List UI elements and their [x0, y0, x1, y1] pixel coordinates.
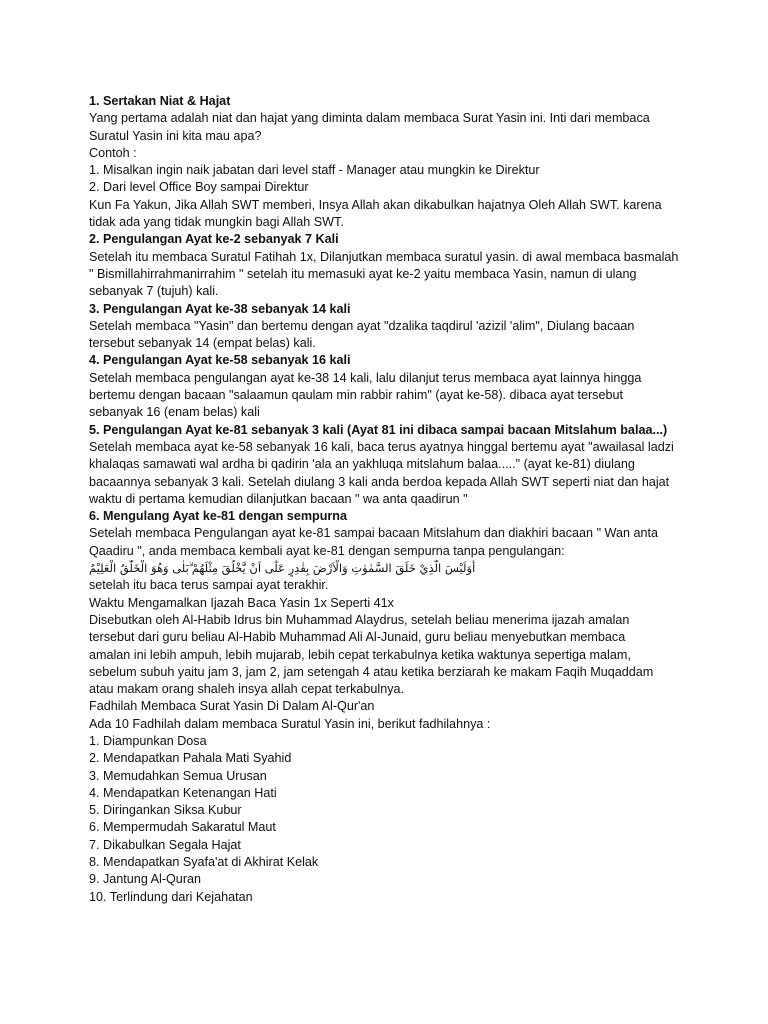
text-line: 7. Dikabulkan Segala Hajat — [89, 837, 241, 852]
text-line: tidak ada yang tidak mungkin bagi Allah SWT. — [89, 215, 344, 230]
text-line: 2. Dari level Office Boy sampai Direktur — [89, 180, 309, 195]
text-line: khalaqas samawati wal ardha bi qadirin 'ala an yakhluqa mitslahum balaa....." (ayat ke-81) diulang — [89, 457, 635, 472]
section-heading: 4. Pengulangan Ayat ke-58 sebanyak 16 kali — [89, 353, 351, 368]
text-line: sebanyak 16 (enam belas) kali — [89, 405, 260, 420]
text-line: bertemu dengan bacaan "salaamun qaulam min rabbir rahim" (ayat ke-58). dibaca ayat tersebut — [89, 388, 623, 403]
text-line: Fadhilah Membaca Surat Yasin Di Dalam Al-Qur'an — [89, 699, 375, 714]
section-heading: 2. Pengulangan Ayat ke-2 sebanyak 7 Kali — [89, 232, 339, 247]
text-line: 1. Misalkan ingin naik jabatan dari level staff - Manager atau mungkin ke Direktur — [89, 163, 540, 178]
section-heading: 1. Sertakan Niat & Hajat — [89, 94, 231, 108]
arabic-verse: أَوَلَيْسَ الَّذِيْ خَلَقَ السَّمٰوٰتِ وَالْاَرْضَ بِقٰدِرٍ عَلٰٓى اَنْ يَّخْلُقَ مِثْلَهُمْ ۗبَلٰى وَهُوَ الْخَلّٰقُ الْعَلِيْمُ — [89, 561, 476, 576]
text-line: waktu di pertama kemudian dilanjutkan bacaan " wa anta qaadirun " — [89, 491, 468, 506]
text-line: Kun Fa Yakun, Jika Allah SWT memberi, Insya Allah akan dikabulkan hajatnya Oleh Allah SWT. karena — [89, 197, 662, 212]
text-line: bacaannya sebanyak 3 kali. Setelah diulang 3 kali anda berdoa kepada Allah SWT seperti niat dan hajat — [89, 474, 670, 489]
text-line: Setelah membaca Pengulangan ayat ke-81 sampai bacaan Mitslahum dan diakhiri bacaan " Wan anta — [89, 526, 658, 541]
text-line: Setelah itu membaca Suratul Fatihah 1x, Dilanjutkan membaca suratul yasin. di awal membaca basmalah — [89, 249, 679, 264]
text-line: Ada 10 Fadhilah dalam membaca Suratul Yasin ini, berikut fadhilahnya : — [89, 716, 491, 731]
section-heading: 5. Pengulangan Ayat ke-81 sebanyak 3 kali (Ayat 81 ini dibaca sampai bacaan Mitslahum balaa...) — [89, 422, 668, 437]
text-line: 1. Diampunkan Dosa — [89, 733, 207, 748]
text-line: 2. Mendapatkan Pahala Mati Syahid — [89, 751, 292, 766]
text-line: tersebut sebanyak 14 (empat belas) kali. — [89, 336, 316, 351]
text-line: Waktu Mengamalkan Ijazah Baca Yasin 1x Seperti 41x — [89, 595, 394, 610]
text-line: 6. Mempermudah Sakaratul Maut — [89, 820, 276, 835]
section-heading: 3. Pengulangan Ayat ke-38 sebanyak 14 kali — [89, 301, 351, 316]
text-line: 9. Jantung Al-Quran — [89, 872, 202, 887]
text-line: Setelah membaca "Yasin" dan bertemu dengan ayat "dzalika taqdirul 'azizil 'alim", Diulang bacaan — [89, 318, 635, 333]
text-line: amalan ini lebih ampuh, lebih mujarab, lebih cepat terkabulnya ketika waktunya sepertiga malam, — [89, 647, 631, 662]
text-line: Contoh : — [89, 145, 137, 160]
text-line: Suratul Yasin ini kita mau apa? — [89, 128, 262, 143]
text-line: setelah itu baca terus sampai ayat terakhir. — [89, 578, 329, 593]
text-line: Setelah membaca ayat ke-58 sebanyak 16 kali, baca terus ayatnya hinggal bertemu ayat "awailasal ladzi — [89, 439, 674, 454]
document-body — [89, 93, 729, 906]
text-line: 5. Diringankan Siksa Kubur — [89, 803, 242, 818]
text-line: 4. Mendapatkan Ketenangan Hati — [89, 785, 277, 800]
text-line: Yang pertama adalah niat dan hajat yang diminta dalam membaca Surat Yasin ini. Inti dari membaca — [89, 111, 650, 126]
section-heading: 6. Mengulang Ayat ke-81 dengan sempurna — [89, 509, 347, 524]
text-line: Qaadiru ", anda membaca kembali ayat ke-81 dengan sempurna tanpa pengulangan: — [89, 543, 565, 558]
text-line: sebelum subuh yaitu jam 3, jam 2, jam setengah 4 atau ketika berziarah ke makam Faqih Muqaddam — [89, 664, 654, 679]
text-line: Disebutkan oleh Al-Habib Idrus bin Muhammad Alaydrus, setelah beliau menerima ijazah amalan — [89, 612, 630, 627]
text-line: " Bismillahirrahmanirrahim " setelah itu memasuki ayat ke-2 yaitu membaca Yasin, namun di ulang — [89, 266, 637, 281]
text-line: tersebut dari guru beliau Al-Habib Muhammad Ali Al-Junaid, guru beliau menyebutkan membaca — [89, 630, 626, 645]
text-line: sebanyak 7 (tujuh) kali. — [89, 284, 219, 299]
text-line: 3. Memudahkan Semua Urusan — [89, 768, 267, 783]
text-line: 8. Mendapatkan Syafa'at di Akhirat Kelak — [89, 855, 319, 870]
text-line: 10. Terlindung dari Kejahatan — [89, 889, 253, 904]
text-line: atau makam orang shaleh insya allah cepat terkabulnya. — [89, 682, 405, 697]
text-line: Setelah membaca pengulangan ayat ke-38 14 kali, lalu dilanjut terus membaca ayat lainnya hingga — [89, 370, 642, 385]
